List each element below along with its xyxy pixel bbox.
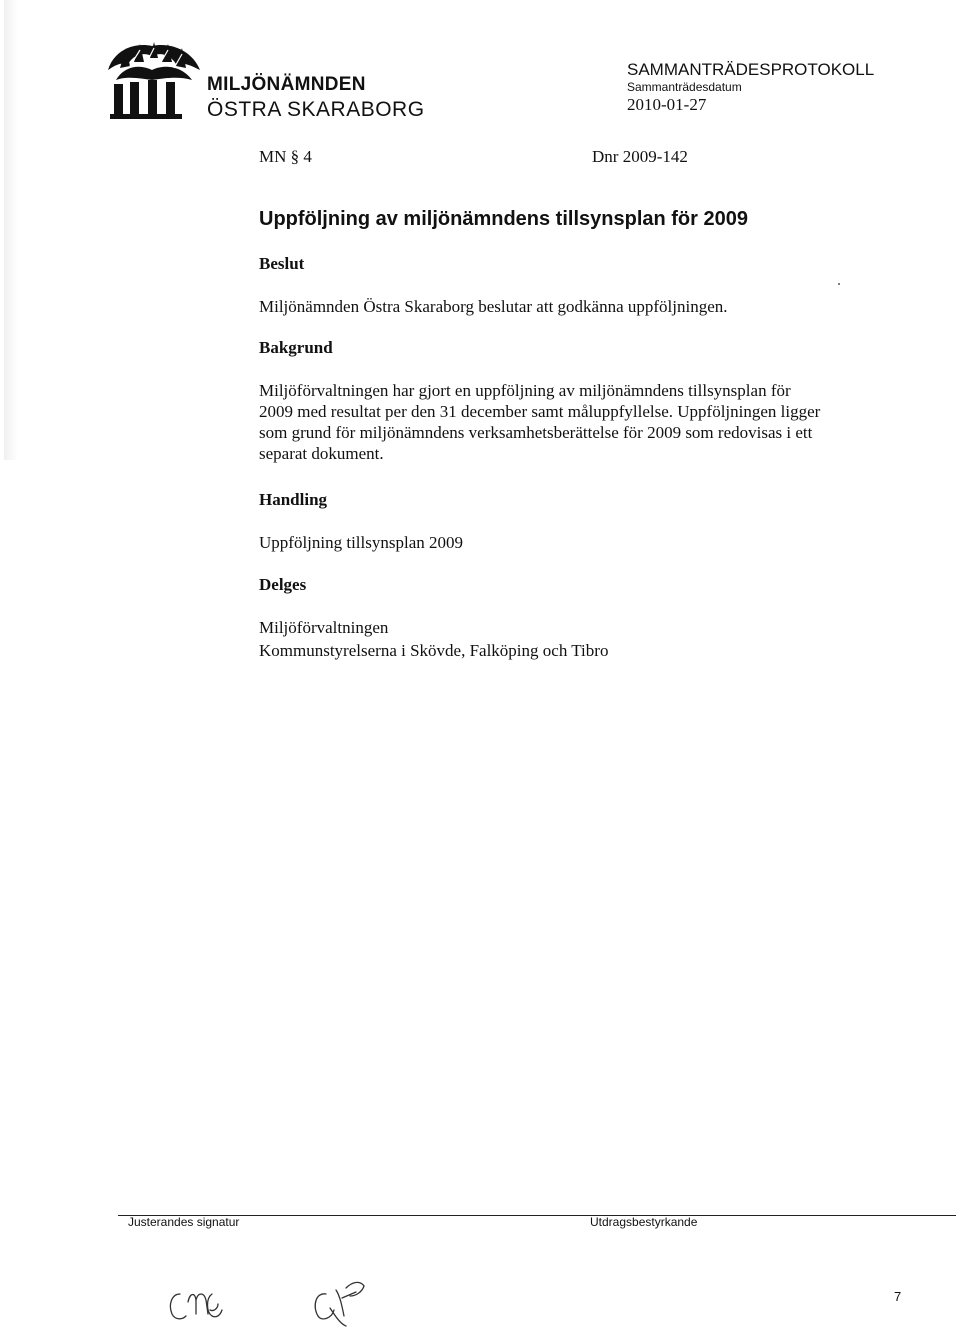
- scan-speck: [838, 283, 840, 285]
- section-text-handling: Uppföljning tillsynsplan 2009: [259, 533, 463, 552]
- section-heading-bakgrund: Bakgrund: [259, 338, 333, 357]
- footer-divider: [118, 1215, 956, 1216]
- organization-name: MILJÖNÄMNDEN: [207, 74, 366, 95]
- paragraph-reference: MN § 4: [259, 147, 312, 166]
- handwritten-signature: [150, 1270, 390, 1327]
- section-text-bakgrund: [259, 380, 909, 464]
- page-title: Uppföljning av miljönämndens tillsynsplan för 2009: [259, 208, 748, 230]
- meeting-date-label: Sammanträdesdatum: [627, 80, 742, 94]
- diary-number: Dnr 2009-142: [592, 147, 688, 166]
- organization-region: ÖSTRA SKARABORG: [207, 98, 425, 121]
- text-line: separat dokument.: [259, 444, 384, 463]
- section-text-beslut: Miljönämnden Östra Skaraborg beslutar att godkänna uppföljningen.: [259, 297, 728, 316]
- document-type: SAMMANTRÄDESPROTOKOLL: [627, 60, 875, 79]
- scan-edge-shadow: [4, 0, 18, 460]
- footer-certification-label: Utdragsbestyrkande: [590, 1215, 698, 1229]
- text-line: som grund för miljönämndens verksamhetsberättelse för 2009 som redovisas i ett: [259, 423, 813, 442]
- section-heading-handling: Handling: [259, 490, 328, 509]
- section-heading-beslut: Beslut: [259, 254, 305, 273]
- footer-signature-label: Justerandes signatur: [128, 1215, 240, 1229]
- recipient-item: Miljöförvaltningen: [259, 618, 389, 637]
- recipient-item: Kommunstyrelserna i Skövde, Falköping och Tibro: [259, 641, 609, 660]
- meeting-date: 2010-01-27: [627, 95, 707, 114]
- tree-logo-icon: [100, 40, 205, 122]
- text-line: Miljöförvaltningen har gjort en uppföljning av miljönämndens tillsynsplan för: [259, 381, 791, 400]
- page-number: 7: [894, 1289, 902, 1304]
- text-line: 2009 med resultat per den 31 december samt måluppfyllelse. Uppföljningen ligger: [259, 402, 821, 421]
- section-heading-delges: Delges: [259, 575, 307, 594]
